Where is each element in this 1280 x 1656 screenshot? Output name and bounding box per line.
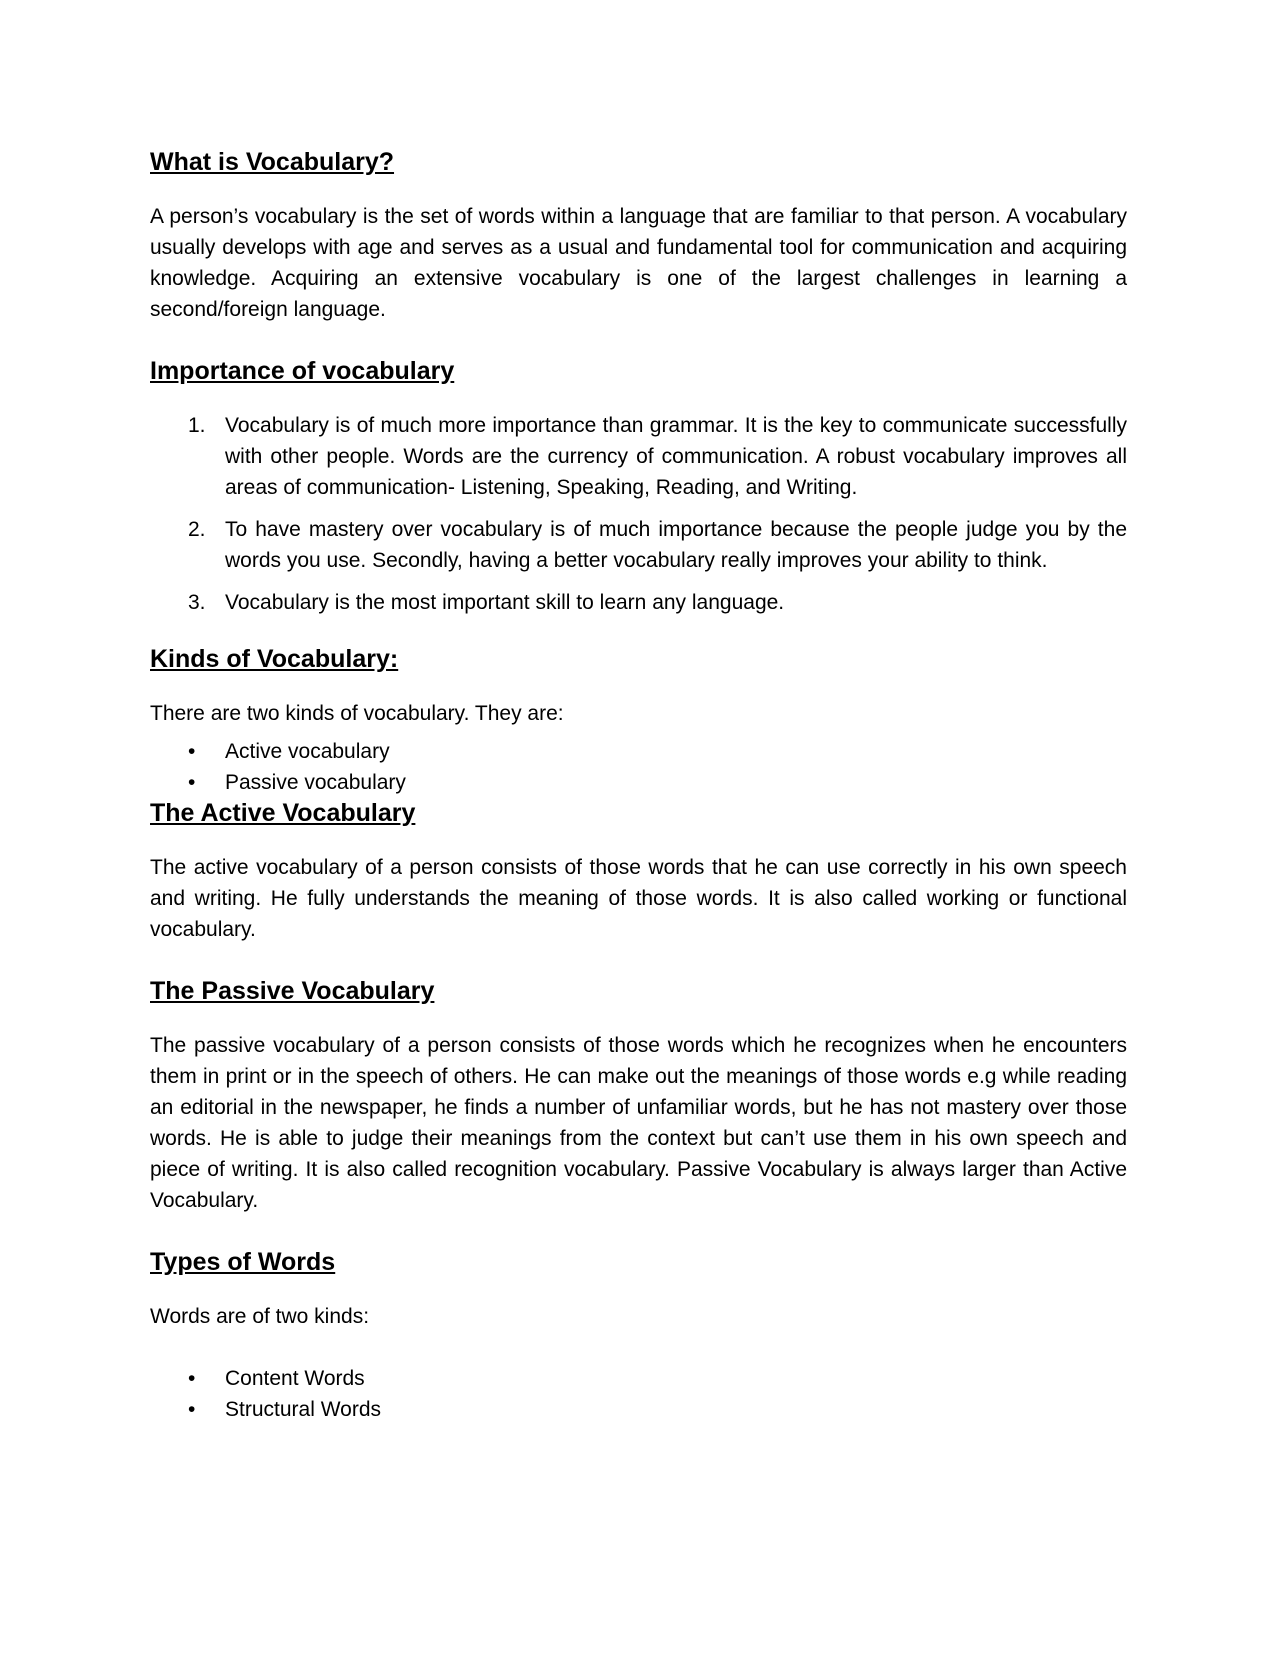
heading-the-passive-vocabulary: The Passive Vocabulary: [150, 977, 435, 1005]
paragraph-active-vocabulary: The active vocabulary of a person consists of those words that he can use correctly in his own speech and writing. He fully understands the meaning of those words. It is also called working or functional vocabulary.: [150, 856, 1127, 941]
bullet-icon: •: [188, 740, 196, 763]
list-number: 3.: [188, 591, 206, 614]
paragraph-types-intro: Words are of two kinds:: [150, 1305, 370, 1328]
list-item-active-vocabulary: [150, 736, 1127, 767]
list-item-text: Vocabulary is the most important skill to learn any language.: [225, 591, 785, 614]
list-item-text: Content Words: [225, 1367, 365, 1390]
bullet-icon: •: [188, 1398, 196, 1421]
list-number: 2.: [188, 518, 206, 541]
list-item-content-words: [150, 1363, 1127, 1394]
heading-importance-of-vocabulary: Importance of vocabulary: [150, 357, 455, 385]
list-item-text: To have mastery over vocabulary is of much importance because the people judge you by the words you use. Secondly, having a better vocabulary really improves your ability to think.: [225, 518, 1127, 572]
bullet-icon: •: [188, 1367, 196, 1390]
paragraph-kinds-intro: There are two kinds of vocabulary. They are:: [150, 702, 564, 725]
bullet-list-kinds: [150, 736, 1127, 798]
numbered-list-importance: [150, 410, 1127, 618]
heading-kinds-of-vocabulary: Kinds of Vocabulary:: [150, 645, 399, 673]
heading-what-is-vocabulary: What is Vocabulary?: [150, 148, 395, 176]
heading-types-of-words: Types of Words: [150, 1248, 336, 1276]
list-item-passive-vocabulary: [150, 767, 1127, 798]
paragraph-vocabulary-definition: A person’s vocabulary is the set of words within a language that are familiar to that person. A vocabulary usually develops with age and serves as a usual and fundamental tool for communication and acquiring knowledge. Acquiring an extensive vocabulary is one of the largest challenges in learning a second/foreign language.: [150, 205, 1127, 321]
list-item-importance-1: [150, 410, 1127, 503]
list-item-importance-2: [150, 514, 1127, 576]
list-number: 1.: [188, 414, 206, 437]
list-item-text: Structural Words: [225, 1398, 381, 1421]
bullet-list-types: [150, 1363, 1127, 1425]
list-item-text: Passive vocabulary: [225, 771, 406, 794]
list-item-importance-3: [150, 587, 1127, 618]
list-item-structural-words: [150, 1394, 1127, 1425]
paragraph-passive-vocabulary: The passive vocabulary of a person consists of those words which he recognizes when he encounters them in print or in the speech of others. He can make out the meanings of those words e.g while reading an editorial in the newspaper, he finds a number of unfamiliar words, but he has not mastery over those words. He is able to judge their meanings from the context but can’t use them in his own speech and piece of writing. It is also called recognition vocabulary. Passive Vocabulary is always larger than Active Vocabulary.: [150, 1034, 1127, 1212]
list-item-text: Vocabulary is of much more importance than grammar. It is the key to communicate successfully with other people. Words are the currency of communication. A robust vocabulary improves all areas of communication- Listening, Speaking, Reading, and Writing.: [225, 414, 1127, 499]
bullet-icon: •: [188, 771, 196, 794]
heading-the-active-vocabulary: The Active Vocabulary: [150, 799, 416, 827]
list-item-text: Active vocabulary: [225, 740, 390, 763]
